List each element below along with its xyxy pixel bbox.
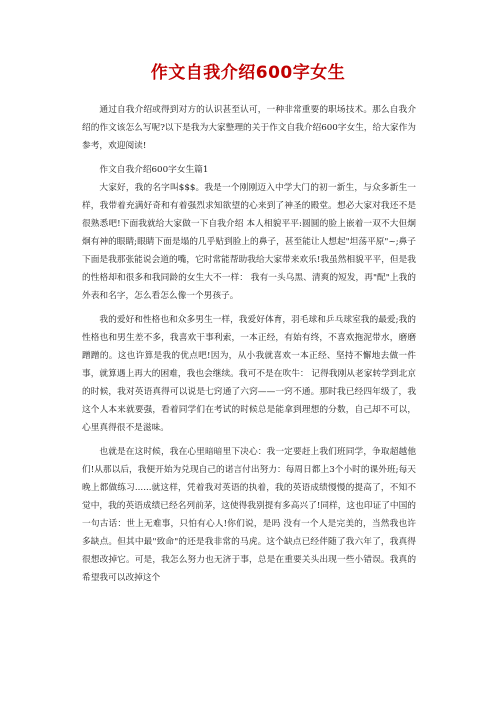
body-paragraph: 大家好，我的名字叫$$$。我是一个刚刚迈入中学大门的初一新生，与众多新生一样，我带着充满好奇和有着强烈求知欲望的心来到了神圣的殿堂。想必大家对我还不是很熟悉吧!下面我就给大家做一下自我介绍 本人相貌平平:圆圆的脸上嵌着一双不大但炯炯有神的眼睛;眼睛下面是塌的几乎贴到脸上的鼻子，甚至能让人想起"坦荡平原"~;鼻子下面是我那张能说会道的嘴，它时常能帮助我给大家带来欢乐!我虽然相貌平平，但是我的性格却和很多和我同龄的女生大不一样： 我有一头乌黑、清爽的短发，再"配"上我的外表和名字，怎么看怎么像一个男孩子。: [82, 183, 416, 301]
section-heading: 作文自我介绍600字女生篇1: [99, 165, 209, 175]
body-paragraph: 我的爱好和性格也和众多男生一样，我爱好体育，羽毛球和乒乓球室我的最爱;我的性格也和男生差不多，我喜欢干事利索，一本正经，有始有终，不喜欢拖泥带水，磨磨蹭蹭的。这也许算是我的优点吧!因为，从小我就喜欢一本正经、坚持不懈地去做一件事，就算遇上再大的困难，我也会继续。我可不是在吹牛： 记得我刚从老家转学到北京的时候，我对英语真得可以说是七窍通了六窍——一窍不通。那时我已经四年级了，我这个人本来就要强，看着同学们在考试的时候总是能拿到理想的分数，自己却不可以，心里真得很不是滋味。: [82, 315, 416, 433]
document-title: 作文自我介绍600字女生: [150, 63, 346, 83]
intro-paragraph: 通过自我介绍或得到对方的认识甚至认可，一种非常重要的职场技术。那么自我介绍的作文该怎么写呢?以下是我为大家整理的关于作文自我介绍600字女生，给大家作为参考，欢迎阅读!: [82, 105, 416, 151]
document-body: [82, 101, 416, 587]
body-paragraph: 也就是在这时候，我在心里暗暗里下决心：我一定要赶上我们班同学，争取超越他们!从那以后，我便开始为兑现自己的诺言付出努力：每周日都上3个小时的课外班;每天晚上都做练习......就这样，凭着我对英语的执着，我的英语成绩慢慢的提高了，不知不觉中，我的英语成绩已经名列前茅，这使得我别提有多高兴了!同样，这也印证了中国的一句古话：世上无难事，只怕有心人!你们说，是吗 没有一个人是完美的，当然我也许多缺点。但其中最"致命"的还是我非常的马虎。这个缺点已经伴随了我六年了，我真得很想改掉它。可是，我怎么努力也无济于事，总是在重要关头出现一些小错误。我真的希望我可以改掉这个: [82, 447, 416, 583]
